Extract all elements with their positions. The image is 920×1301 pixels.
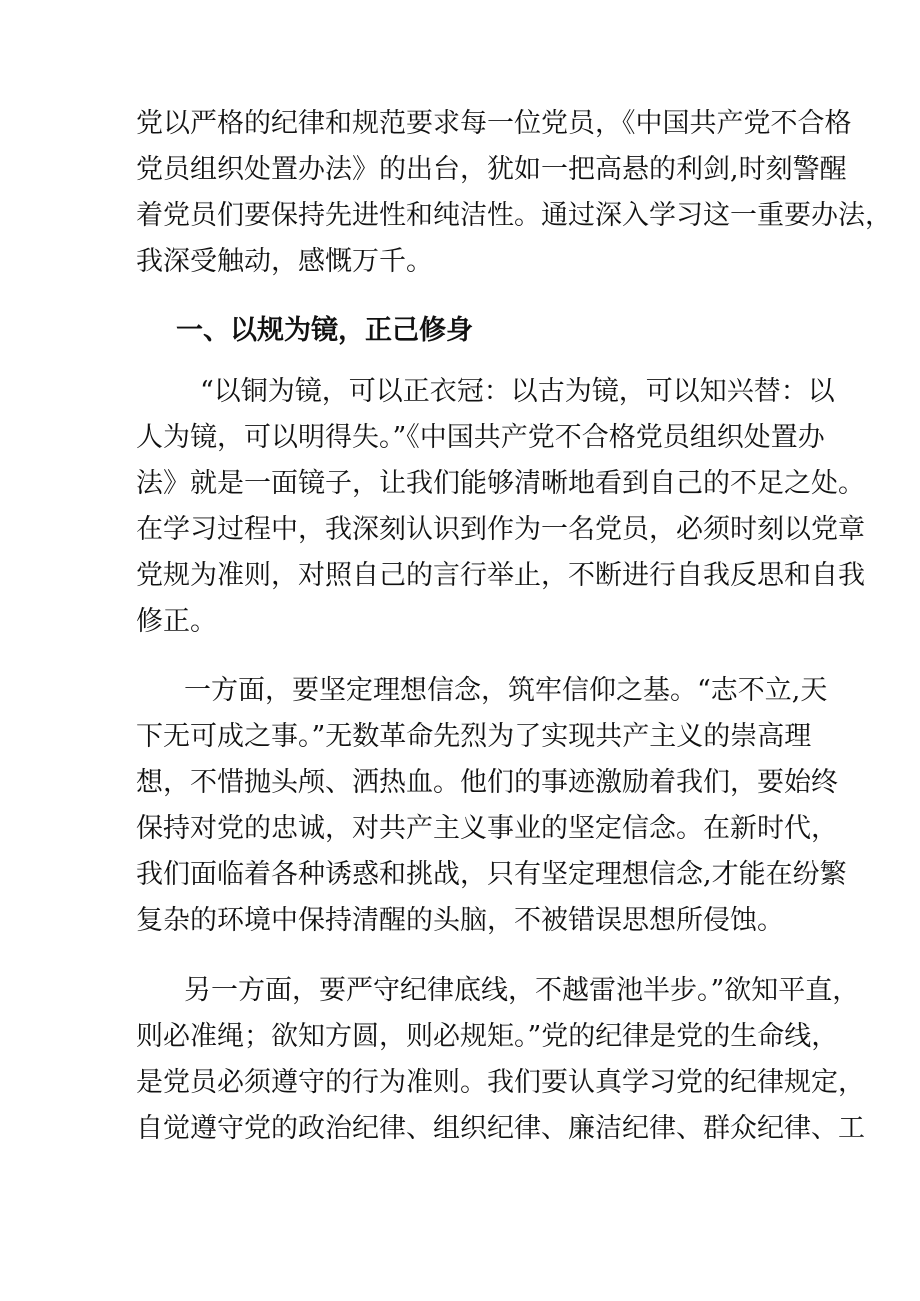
paragraph-2-line-1: 一方面，要坚定理想信念，筑牢信仰之基。“志不立,天 [184, 675, 828, 706]
paragraph-1-line-2: 人为镜，可以明得失。”《中国共产党不合格党员组织处置办 [136, 422, 825, 453]
paragraph-3-line-1: 另一方面，要严守纪律底线，不越雷池半步。”欲知平直， [184, 975, 860, 1006]
paragraph-1-line-1: “以铜为镜，可以正衣冠：以古为镜，可以知兴替：以 [200, 376, 835, 407]
intro-line-1: 党以严格的纪律和规范要求每一位党员，《中国共产党不合格 [136, 108, 852, 139]
intro-line-2: 党员组织处置办法》的出台，犹如一把高悬的利剑,时刻警醒 [136, 154, 847, 185]
paragraph-3-line-3: 是党员必须遵守的行为准则。我们要认真学习党的纪律规定， [136, 1067, 865, 1098]
paragraph-1-line-4: 在学习过程中，我深刻认识到作为一名党员，必须时刻以党章 [136, 514, 865, 545]
paragraph-1-line-5: 党规为准则，对照自己的言行举止，不断进行自我反思和自我 [136, 560, 865, 591]
paragraph-2-line-2: 下无可成之事。”无数革命先烈为了实现共产主义的崇高理 [136, 721, 812, 752]
section-heading: 一、以规为镜，正己修身 [176, 315, 473, 346]
paragraph-2-line-3: 想，不惜抛头颅、洒热血。他们的事迹激励着我们，要始终 [136, 767, 838, 798]
paragraph-1-line-6: 修正。 [136, 606, 217, 637]
intro-line-4: 我深受触动，感慨万千。 [136, 246, 433, 277]
paragraph-3-line-2: 则必准绳；欲知方圆，则必规矩。”党的纪律是党的生命线， [136, 1021, 839, 1052]
paragraph-2-line-6: 复杂的环境中保持清醒的头脑，不被错误思想所侵蚀。 [136, 905, 784, 936]
paragraph-2-line-5: 我们面临着各种诱惑和挑战，只有坚定理想信念,才能在纷繁 [136, 859, 847, 890]
intro-line-3: 着党员们要保持先进性和纯洁性。通过深入学习这一重要办法， [136, 200, 892, 231]
paragraph-3-line-4: 自觉遵守党的政治纪律、组织纪律、廉洁纪律、群众纪律、工 [136, 1113, 865, 1144]
paragraph-2-line-4: 保持对党的忠诚，对共产主义事业的坚定信念。在新时代， [136, 813, 838, 844]
paragraph-1-line-3: 法》就是一面镜子，让我们能够清晰地看到自己的不足之处。 [136, 468, 865, 499]
